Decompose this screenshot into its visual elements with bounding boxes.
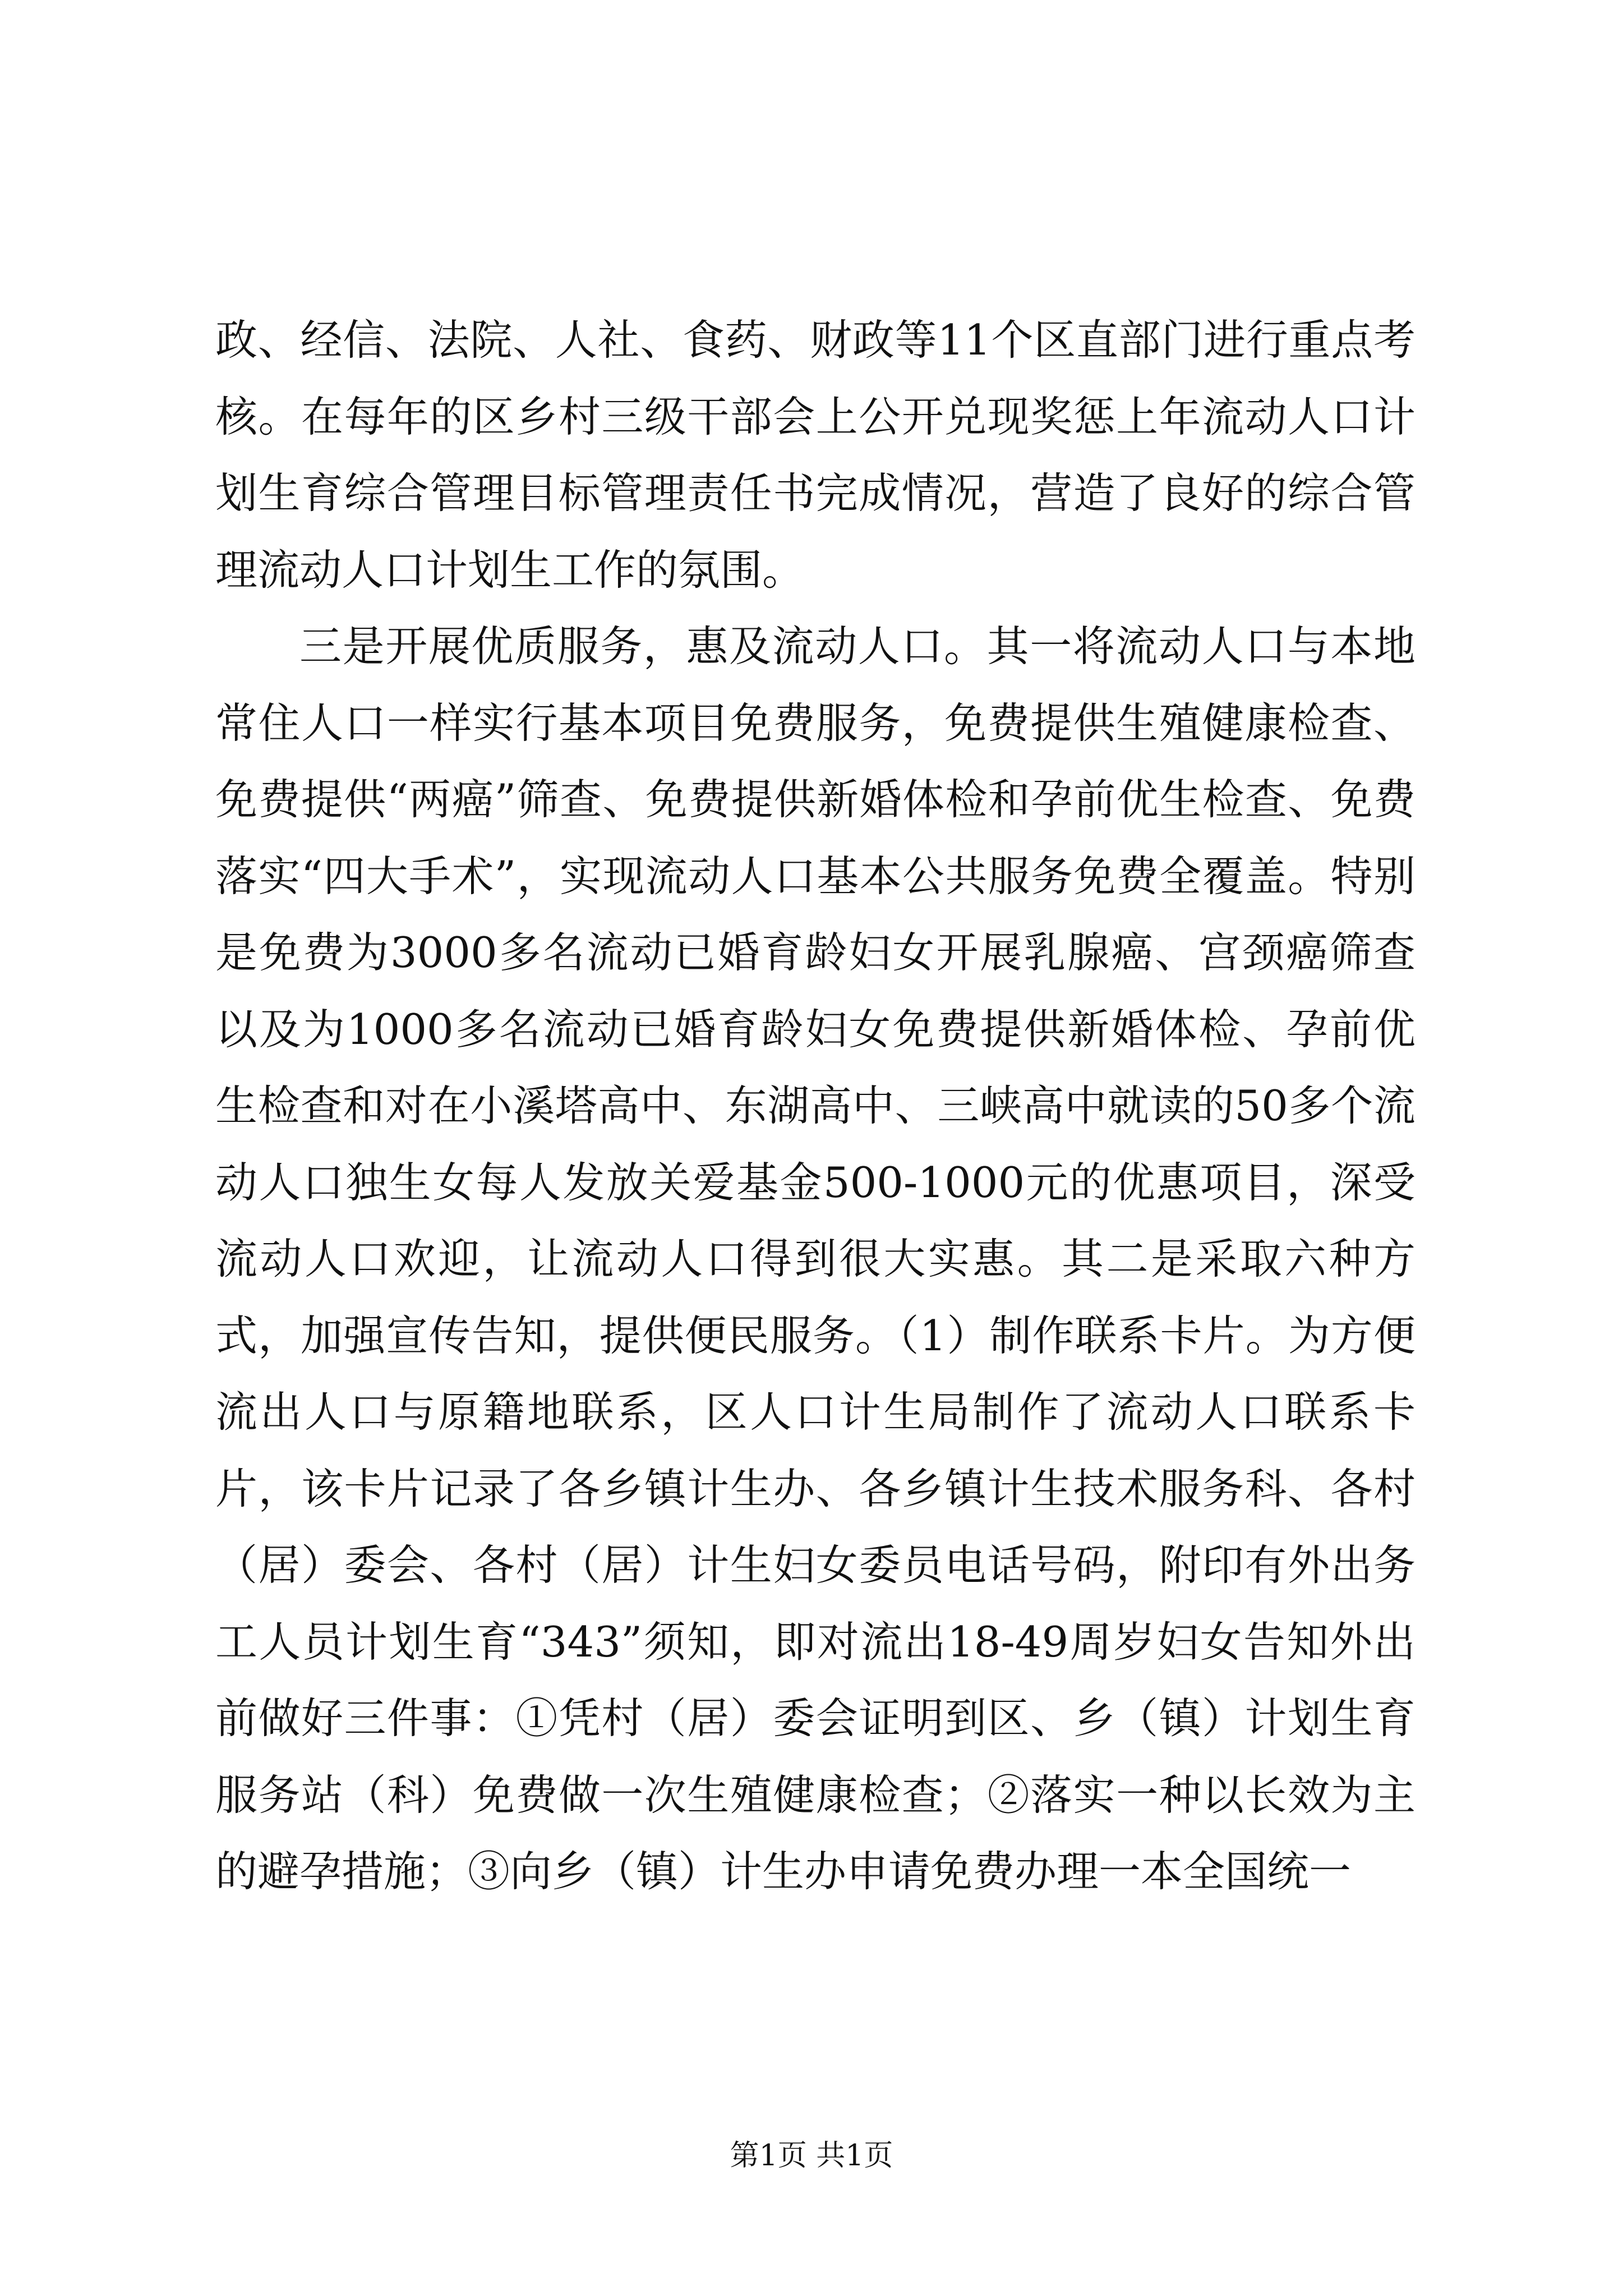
paragraph-1: 政、经信、法院、人社、食药、财政等11个区直部门进行重点考核。在每年的区乡村三级干部会上公开兑现奖惩上年流动人口计划生育综合管理目标管理责任书完成情况，营造了良好的综合管理流动人口计划生工作的氛围。 — [215, 315, 1415, 595]
paragraph-2: 三是开展优质服务，惠及流动人口。其一将流动人口与本地常住人口一样实行基本项目免费服务，免费提供生殖健康检查、免费提供“两癌”筛查、免费提供新婚体检和孕前优生检查、免费落实“四大手术”，实现流动人口基本公共服务免费全覆盖。特别是免费为3000多名流动已婚育龄妇女开展乳腺癌、宫颈癌筛查以及为1000多名流动已婚育龄妇女免费提供新婚体检、孕前优生检查和对在小溪塔高中、东湖高中、三峡高中就读的50多个流动人口独生女每人发放关爱基金500-1000元的优惠项目，深受流动人口欢迎，让流动人口得到很大实惠。其二是采取六种方式，加强宣传告知，提供便民服务。（1）制作联系卡片。为方便流出人口与原籍地联系，区人口计生局制作了流动人口联系卡片，该卡片记录了各乡镇计生办、各乡镇计生技术服务科、各村（居）委会、各村（居）计生妇女委员电话号码，附印有外出务工人员计划生育“343”须知，即对流出18-49周岁妇女告知外出前做好三件事：①凭村（居）委会证明到区、乡（镇）计划生育服务站（科）免费做一次生殖健康检查；②落实一种以长效为主的避孕措施；③向乡（镇）计生办申请免费办理一本全国统一 — [215, 622, 1415, 1896]
document-body — [215, 302, 1415, 1910]
page-footer: 第1页 共1页 — [730, 2139, 893, 2173]
